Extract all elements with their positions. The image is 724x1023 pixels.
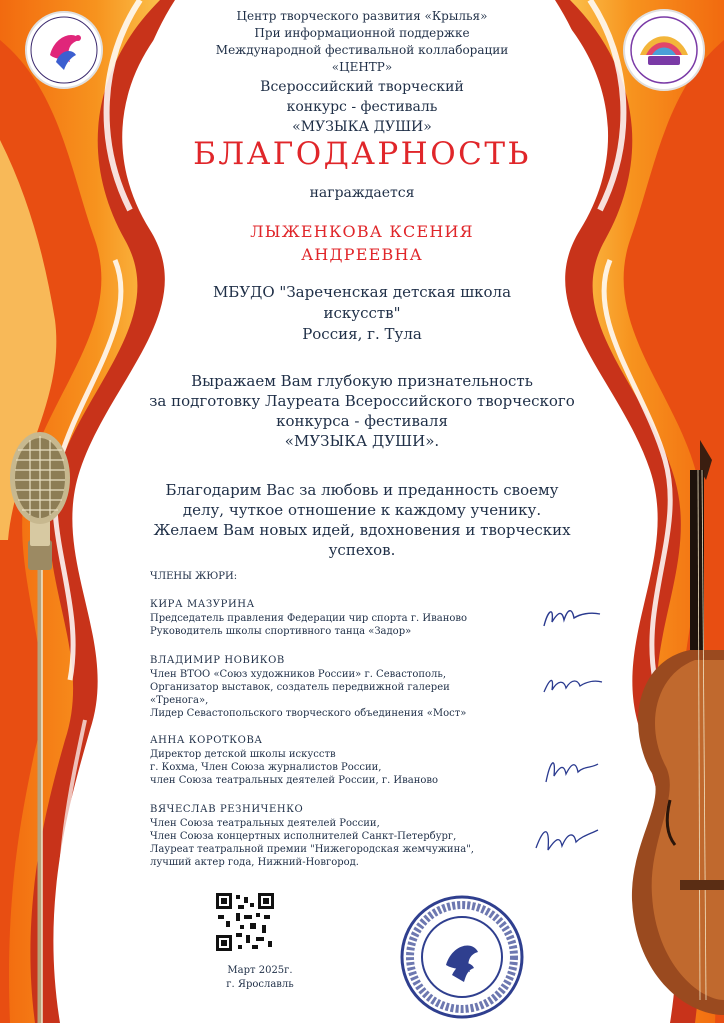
thanks-line: Выражаем Вам глубокую признательность <box>191 372 533 390</box>
contest-line: «МУЗЫКА ДУШИ» <box>292 119 432 135</box>
jury-member-title: Директор детской школы искусств <box>150 749 336 760</box>
jury-member-title: Руководитель школы спортивного танца «Задор» <box>150 626 412 637</box>
issue-city: г. Ярославль <box>226 979 294 990</box>
organizer-line: При информационной поддержке <box>254 26 470 40</box>
school-line: МБУДО "Зареченская детская школа <box>212 283 512 301</box>
jury-member-title: «Тренога», <box>150 695 209 706</box>
thanks-line: конкурса - фестиваля <box>276 412 448 430</box>
gratitude-line: успехов. <box>328 541 396 559</box>
contest-title-block <box>0 77 724 137</box>
jury-member-title: Лауреат театральной премии "Нижегородская жемчужина", <box>150 844 474 855</box>
jury-member-name: ВЯЧЕСЛАВ РЕЗНИЧЕНКО <box>150 804 304 815</box>
thanks-line: «МУЗЫКА ДУШИ». <box>284 432 440 450</box>
signature-mazurina <box>536 600 606 634</box>
thanks-paragraph <box>0 371 724 451</box>
jury-member-title: Член Союза концертных исполнителей Санкт-Петербург, <box>150 831 457 842</box>
jury-member <box>150 598 530 638</box>
jury-member <box>150 654 530 720</box>
jury-member-title: член Союза театральных деятелей России, г. Иваново <box>150 775 439 786</box>
jury-member-name: ВЛАДИМИР НОВИКОВ <box>150 655 285 666</box>
gratitude-paragraph <box>0 480 724 560</box>
thanks-line: за подготовку Лауреата Всероссийского творческого <box>149 392 575 410</box>
issue-place-date <box>205 964 315 992</box>
signature-novikov <box>538 670 608 700</box>
gratitude-line: Желаем Вам новых идей, вдохновения и творческих <box>153 521 571 539</box>
jury-member-title: Организатор выставок, создатель передвижной галереи <box>150 682 450 693</box>
contest-line: Всероссийский творческий <box>260 79 464 95</box>
jury-label: ЧЛЕНЫ ЖЮРИ: <box>150 571 238 582</box>
organizer-line: Центр творческого развития «Крылья» <box>236 9 488 23</box>
gratitude-line: делу, чуткое отношение к каждому ученику. <box>182 501 542 519</box>
awarded-label: награждается <box>309 185 415 201</box>
jury-member-name: АННА КОРОТКОВА <box>150 735 263 746</box>
jury-member-title: Председатель правления Федерации чир спорта г. Иваново <box>150 613 468 624</box>
school-block <box>0 282 724 345</box>
jury-member-title: Лидер Севастопольского творческого объединения «Мост» <box>150 708 467 719</box>
school-line: искусств" <box>323 304 401 322</box>
recipient-name <box>0 220 724 266</box>
organizer-line: Международной фестивальной коллаборации <box>215 43 509 57</box>
organizer-line: «ЦЕНТР» <box>331 60 393 74</box>
signature-reznichenko <box>530 820 602 860</box>
signature-korotkova <box>536 748 606 788</box>
jury-member-title: лучший актер года, Нижний-Новгород. <box>150 857 359 868</box>
school-line: Россия, г. Тула <box>302 325 422 343</box>
jury-member-title: Член ВТОО «Союз художников России» г. Севастополь, <box>150 669 447 680</box>
recipient-name-line: ЛЫЖЕНКОВА КСЕНИЯ <box>250 222 474 241</box>
organizer-block <box>0 8 724 76</box>
certificate-title: БЛАГОДАРНОСТЬ <box>193 136 531 172</box>
contest-line: конкурс - фестиваль <box>286 99 438 115</box>
jury-member-title: г. Кохма, Член Союза журналистов России, <box>150 762 382 773</box>
jury-member-title: Член Союза театральных деятелей России, <box>150 818 380 829</box>
gratitude-line: Благодарим Вас за любовь и преданность своему <box>165 481 559 499</box>
recipient-name-line: АНДРЕЕВНА <box>301 245 423 264</box>
issue-date: Март 2025г. <box>227 965 293 976</box>
jury-member-name: КИРА МАЗУРИНА <box>150 599 255 610</box>
jury-member <box>150 734 530 787</box>
jury-member <box>150 803 530 869</box>
